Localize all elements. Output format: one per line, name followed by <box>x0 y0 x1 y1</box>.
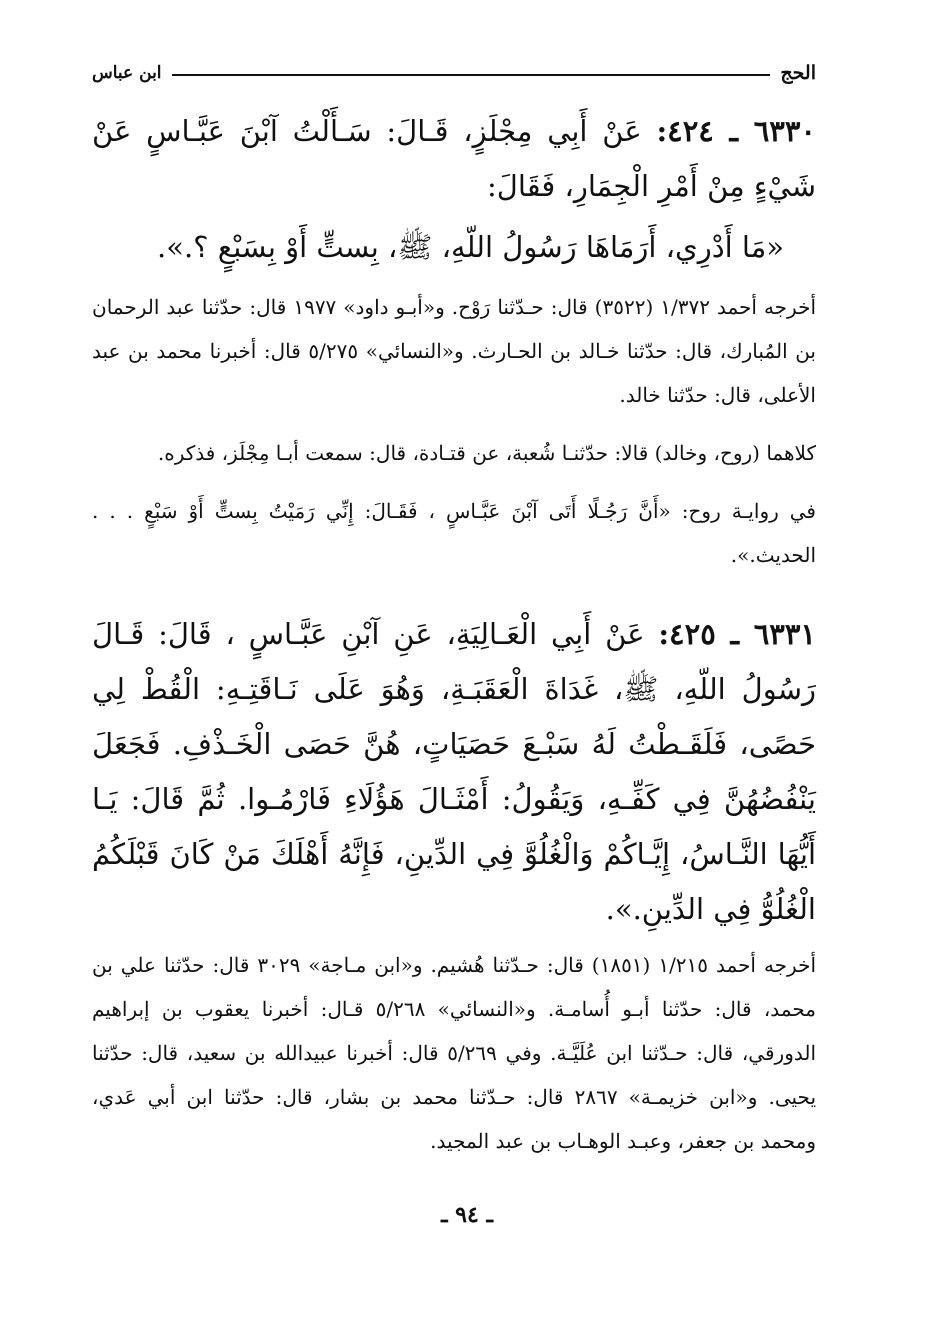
hadith-number: ٦٣٣٠ ـ ٤٢٤: <box>656 114 816 148</box>
running-header <box>92 56 816 90</box>
header-rule <box>172 74 771 76</box>
takhrij-paragraph: كلاهما (روح، وخالد) قالا: حدّثنـا شُعبة، عن قتـادة، قال: سمعت أبـا مِجْلَز، فذكره. <box>157 441 816 465</box>
hadith-6330 <box>92 104 816 214</box>
hadith-text: عَنْ أَبِي مِجْلَزٍ، قَـالَ: سَـأَلْتُ آبْنَ عَبَّـاسٍ عَنْ شَيْءٍ مِنْ أَمْرِ الْجِمَارِ، فَقَالَ: <box>92 114 816 203</box>
hadith-quote: «مَا أَدْرِي، أَرَمَاهَا رَسُولُ اللّهِ، ﷺ، بِستٍّ أَوْ بِسَبْعٍ ؟.». <box>157 230 784 264</box>
section-gap <box>92 591 816 607</box>
hadith-6331 <box>92 607 816 937</box>
page-body <box>92 104 816 1177</box>
subchapter-title: ابن عباس <box>92 63 162 83</box>
chapter-title: الحج <box>780 62 816 84</box>
takhrij-paragraph: أخرجه أحمد ١/٢١٥ (١٨٥١) قال: حـدّثنا هُشيم. و«ابن مـاجة» ٣٠٢٩ قال: حدّثنا علي بن محمد، قال: حدّثنا أبـو أُسامـة. و«النسائي» ٥/٢٦٨ قـال: أخبرنا يعقوب بن إبراهيم الدورقي، قال: حـدّثنا ابن عُلَيَّـة. وفي ٥/٢٦٩ قال: أخبرنا عبيدالله بن سعيد، قال: حدّثنا يحيى. و«ابن خزيمـة» ٢٨٦٧ قال: حـدّثنا محمد بن بشار، قال: حدّثنا ابن أبي عَدي، ومحمد بن جعفر، وعبـد الوهـاب بن عبد المجيد. <box>92 953 817 1153</box>
hadith-text: عَنْ أَبِي الْعَـالِيَةِ، عَنِ آبْنِ عَبَّـاسٍ ، قَالَ: قَـالَ رَسُولُ اللّهِ، ﷺ، غَدَاةَ الْعَقَبَـةِ، وَهُوَ عَلَى نَـاقَتِـهِ: الْقُطْ لِي حَصًى، فَلَقَـطْتُ لَهُ سَبْـعَ حَصَيَاتٍ، هُنَّ حَصَى الْخَـذْفِ. فَجَعَلَ يَنْفُضُهُنَّ فِي كَفِّـهِ، وَيَقُولُ: أَمْثَـالَ هَؤُلَاءِ فَارْمُـوا. ثُمَّ قَالَ: يَـا أَيُّهَا النَّـاسُ، إِيَّـاكُمْ وَالْغُلُوَّ فِي الدِّينِ، فَإِنَّهُ أَهْلَكَ مَنْ كَانَ قَبْلَكُمُ الْغُلُوُّ فِي الدِّينِ.». <box>92 617 816 926</box>
page-number: ـ ٩٤ ـ <box>441 1202 493 1228</box>
takhrij-paragraph: في روايـة روح: «أَنَّ رَجُـلًا أَتَى آبْنَ عَبَّـاسٍ ، فَقَـالَ: إِنِّي رَمَيْتُ بِستٍّ أَوْ سَبْعٍ . . . الحديث.». <box>92 499 816 567</box>
hadith-number: ٦٣٣١ ـ ٤٢٥: <box>658 617 816 651</box>
takhrij-paragraph: أخرجه أحمد ١/٣٧٢ (٣٥٢٢) قال: حـدّثنا رَوْح. و«أبـو داود» ١٩٧٧ قال: حدّثنا عبد الرحمان بن المُبارك، قال: حدّثنا خـالد بن الحـارث. و«النسائي» ٥/٢٧٥ قال: أخبرنا محمد بن عبد الأعلى، قال: حدّثنا خالد. <box>92 295 816 407</box>
